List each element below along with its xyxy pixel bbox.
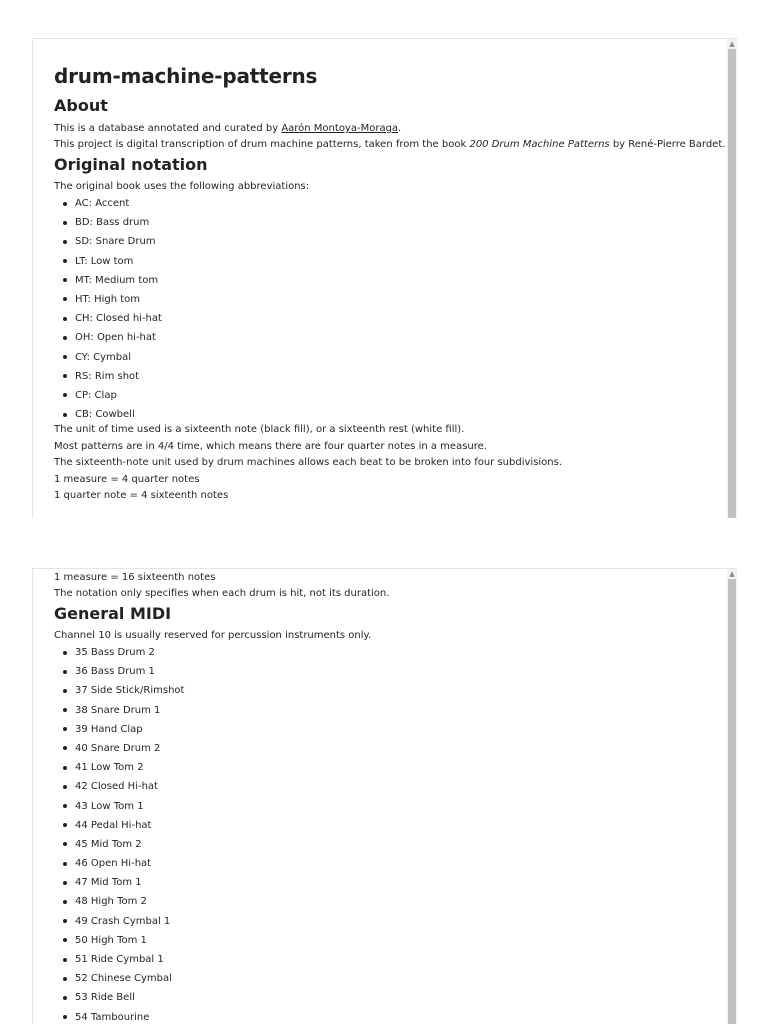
list-item: 48 High Tom 2 [54, 892, 184, 911]
list-item: RS: Rim shot [54, 367, 162, 386]
list-item: 38 Snare Drum 1 [54, 701, 184, 720]
list-item: 35 Bass Drum 2 [54, 643, 184, 662]
list-item: LT: Low tom [54, 252, 162, 271]
list-item: 37 Side Stick/Rimshot [54, 681, 184, 700]
about-heading: About [54, 96, 108, 115]
list-item: AC: Accent [54, 194, 162, 213]
list-item: 50 High Tom 1 [54, 931, 184, 950]
about-line-1-suffix: . [398, 123, 402, 134]
list-item: 52 Chinese Cymbal [54, 969, 184, 988]
list-item: 54 Tambourine [54, 1008, 184, 1024]
scrollbar-thumb[interactable] [728, 579, 736, 1024]
about-line-2-suffix: by René-Pierre Bardet. [609, 139, 726, 150]
document-panel-top [32, 38, 737, 518]
list-item: 40 Snare Drum 2 [54, 739, 184, 758]
scroll-up-arrow-icon[interactable]: ▲ [729, 570, 735, 578]
list-item: CB: Cowbell [54, 405, 162, 424]
list-item: 42 Closed Hi-hat [54, 777, 184, 796]
list-item: 44 Pedal Hi-hat [54, 816, 184, 835]
note-line: Most patterns are in 4/4 time, which means there are four quarter notes in a measure. [54, 441, 487, 452]
note-line: The notation only specifies when each drum is hit, not its duration. [54, 588, 390, 599]
about-line-2-prefix: This project is digital transcription of drum machine patterns, taken from the book [54, 139, 470, 150]
list-item: OH: Open hi-hat [54, 328, 162, 347]
vertical-scrollbar[interactable] [727, 569, 737, 1024]
scroll-up-arrow-icon[interactable]: ▲ [729, 40, 735, 48]
list-item: 47 Mid Tom 1 [54, 873, 184, 892]
midi-intro: Channel 10 is usually reserved for percussion instruments only. [54, 630, 372, 641]
book-title: 200 Drum Machine Patterns [469, 139, 610, 150]
notation-heading: Original notation [54, 155, 208, 174]
about-line-1 [54, 121, 725, 137]
document-panel-bottom [32, 568, 737, 1024]
list-item: 51 Ride Cymbal 1 [54, 950, 184, 969]
list-item: 46 Open Hi-hat [54, 854, 184, 873]
page-title: drum-machine-patterns [54, 64, 318, 88]
list-item: CY: Cymbal [54, 348, 162, 367]
list-item: 43 Low Tom 1 [54, 797, 184, 816]
note-line: The unit of time used is a sixteenth note (black fill), or a sixteenth rest (white fill). [54, 424, 465, 435]
list-item: 45 Mid Tom 2 [54, 835, 184, 854]
note-line: 1 measure = 4 quarter notes [54, 474, 200, 485]
list-item: 49 Crash Cymbal 1 [54, 912, 184, 931]
vertical-scrollbar[interactable] [727, 39, 737, 518]
author-link[interactable]: Aarón Montoya-Moraga [281, 123, 399, 134]
scrollbar-thumb[interactable] [728, 49, 736, 518]
notation-intro: The original book uses the following abbreviations: [54, 181, 310, 192]
notes-block [54, 422, 562, 504]
list-item: MT: Medium tom [54, 271, 162, 290]
document-content [54, 39, 726, 501]
note-line: The sixteenth-note unit used by drum machines allows each beat to be broken into four subdivisions. [54, 457, 563, 468]
list-item: 36 Bass Drum 1 [54, 662, 184, 681]
list-item: 41 Low Tom 2 [54, 758, 184, 777]
list-item: CH: Closed hi-hat [54, 309, 162, 328]
midi-list [54, 643, 184, 1024]
list-item: BD: Bass drum [54, 213, 162, 232]
abbreviation-list [54, 194, 162, 424]
about-line-1-prefix: This is a database annotated and curated by [54, 123, 282, 134]
note-line: 1 quarter note = 4 sixteenth notes [54, 490, 229, 501]
midi-heading: General MIDI [54, 604, 172, 623]
notes-continued [54, 570, 389, 602]
list-item: 39 Hand Clap [54, 720, 184, 739]
list-item: SD: Snare Drum [54, 232, 162, 251]
list-item: HT: High tom [54, 290, 162, 309]
note-line: 1 measure = 16 sixteenth notes [54, 572, 216, 583]
list-item: CP: Clap [54, 386, 162, 405]
about-line-2 [54, 137, 725, 153]
list-item: 53 Ride Bell [54, 988, 184, 1007]
